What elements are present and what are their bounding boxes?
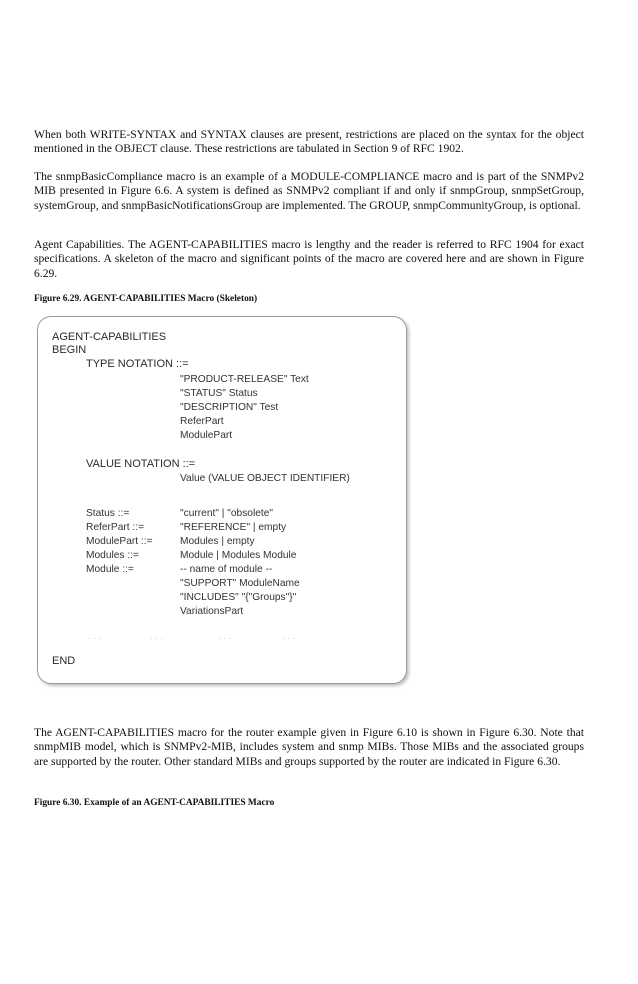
type-line: ModulePart (180, 430, 233, 441)
ellipsis: ... (88, 631, 105, 641)
definition-right: -- name of module -- (180, 564, 273, 575)
definition-left: Modules ::= (86, 550, 139, 561)
definition-right: "current" | "obsolete" (180, 508, 273, 519)
type-line: ReferPart (180, 416, 224, 427)
definition-left: ModulePart ::= (86, 536, 153, 547)
macro-begin: BEGIN (52, 344, 87, 356)
macro-end: END (52, 655, 76, 667)
definition-right: "REFERENCE" | empty (180, 522, 287, 533)
definition-left: Status ::= (86, 508, 130, 519)
macro-header: AGENT-CAPABILITIES (52, 331, 167, 343)
definition-left: ReferPart ::= (86, 522, 145, 533)
value-notation-label: VALUE NOTATION ::= (86, 458, 196, 470)
figure-6-29-caption: Figure 6.29. AGENT-CAPABILITIES Macro (Skeleton) (34, 294, 258, 304)
ellipsis: ... (218, 631, 235, 641)
paragraph-snmp-basic-compliance: The snmpBasicCompliance macro is an example of a MODULE-COMPLIANCE macro and is part of the SNMPv2 MIB presented in Figure 6.6. A system is defined as SNMPv2 compliant if and only if snmpGroup, snmpSetGroup, systemGroup, and snmpBasicNotificationsGroup are implemented. The GROUP, snmpCommunityGroup, is optional. (34, 170, 584, 212)
value-line: Value (VALUE OBJECT IDENTIFIER) (180, 473, 350, 484)
type-line: "STATUS" Status (180, 388, 258, 399)
definition-right: Modules | empty (180, 536, 255, 547)
ellipsis: ... (282, 631, 299, 641)
definition-right: "INCLUDES" "{"Groups"}" (180, 592, 297, 603)
definition-right: Module | Modules Module (180, 550, 297, 561)
paragraph-agent-capabilities: Agent Capabilities. The AGENT-CAPABILITIES macro is lengthy and the reader is referred to RFC 1904 for exact specifications. A skeleton of the macro and significant points of the macro are covered here and are shown in Figure 6.29. (34, 238, 584, 280)
figure-6-30-caption: Figure 6.30. Example of an AGENT-CAPABILITIES Macro (34, 798, 275, 808)
definition-left: Module ::= (86, 564, 134, 575)
definition-right: VariationsPart (180, 606, 244, 617)
type-notation-label: TYPE NOTATION ::= (86, 358, 189, 370)
type-line: "PRODUCT-RELEASE" Text (180, 374, 309, 385)
type-line: "DESCRIPTION" Test (180, 402, 279, 413)
paragraph-write-syntax: When both WRITE-SYNTAX and SYNTAX clauses are present, restrictions are placed on the syntax for the object mentioned in the OBJECT clause. These restrictions are tabulated in Section 9 of RFC 1902. (34, 128, 584, 156)
definition-right: "SUPPORT" ModuleName (180, 578, 300, 589)
ellipsis: ... (150, 631, 167, 641)
paragraph-router-example: The AGENT-CAPABILITIES macro for the router example given in Figure 6.10 is shown in Figure 6.30. Note that snmpMIB model, which is SNMPv2-MIB, includes system and snmp MIBs. Those MIBs and the associated groups are supported by the router. Other standard MIBs and groups supported by the router are indicated in Figure 6.30. (34, 726, 584, 768)
